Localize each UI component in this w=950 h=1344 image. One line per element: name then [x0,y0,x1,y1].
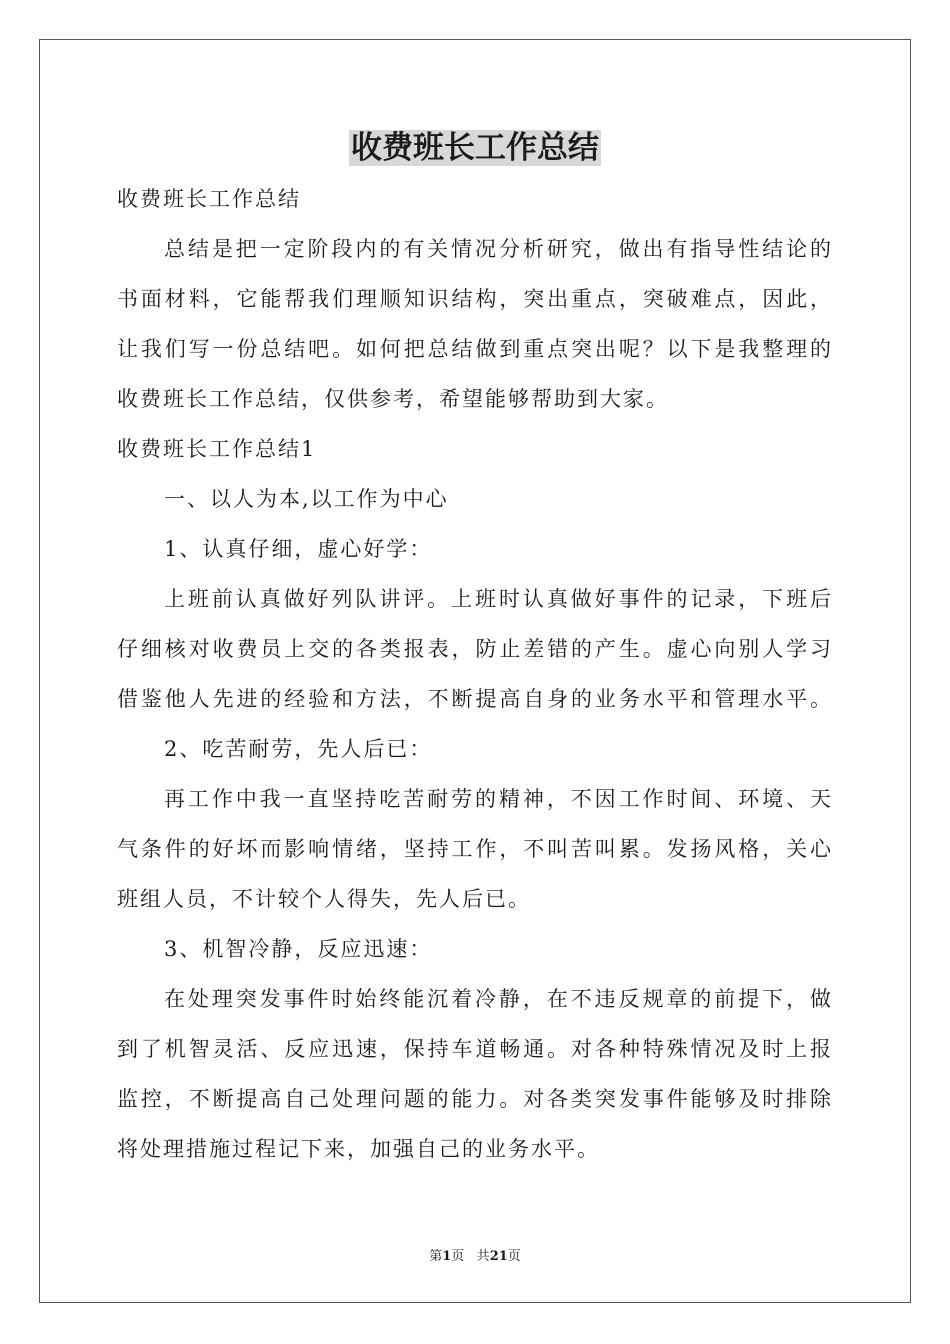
item-2-line-3: 班组人员，不计较个人得失，先人后已。 [117,887,531,911]
item-1-line-3: 借鉴他人先进的经验和方法，不断提高自身的业务水平和管理水平。 [117,687,831,711]
item-3-line-2: 到了机智灵活、反应迅速，保持车道畅通。对各种特殊情况及时上报 [117,1037,831,1061]
item-3-line-3: 监控，不断提高自己处理问题的能力。对各类突发事件能够及时排除 [117,1087,831,1111]
item-1-heading: 1、认真仔细，虚心好学： [164,537,433,561]
item-2-heading: 2、吃苦耐劳，先人后已： [164,737,433,761]
total-pages: 21 [489,1249,508,1264]
intro-line-4: 收费班长工作总结，仅供参考，希望能够帮助到大家。 [117,387,669,411]
item-3-heading: 3、机智冷静，反应迅速： [164,937,433,961]
page-number: 1 [442,1249,452,1264]
item-2-line-1: 再工作中我一直坚持吃苦耐劳的精神，不因工作时间、环境、天 [164,787,831,811]
document-subtitle: 收费班长工作总结 [117,187,301,211]
item-2-line-2: 气条件的好坏而影响情绪，坚持工作，不叫苦叫累。发扬风格，关心 [117,837,831,861]
intro-line-2: 书面材料，它能帮我们理顺知识结构，突出重点，突破难点，因此， [117,287,831,311]
item-3-line-1: 在处理突发事件时始终能沉着冷静，在不违反规章的前提下，做 [164,987,831,1011]
item-1-line-2: 仔细核对收费员上交的各类报表，防止差错的产生。虚心向别人学习 [117,637,831,661]
page-suffix: 页 [451,1249,465,1264]
total-suffix: 页 [507,1249,521,1264]
document-title-text: 收费班长工作总结 [351,130,599,166]
intro-line-3: 让我们写一份总结吧。如何把总结做到重点突出呢？以下是我整理的 [117,337,831,361]
heading-1: 一、以人为本,以工作为中心 [164,487,449,511]
item-3-line-4: 将处理措施过程记下来，加强自己的业务水平。 [117,1137,600,1161]
section-title: 收费班长工作总结1 [117,437,317,461]
page-prefix: 第 [429,1249,443,1264]
item-1-line-1: 上班前认真做好列队讲评。上班时认真做好事件的记录，下班后 [164,587,831,611]
intro-line-1: 总结是把一定阶段内的有关情况分析研究，做出有指导性结论的 [164,237,831,261]
total-prefix: 共 [476,1249,490,1264]
document-title [0,126,950,170]
page-footer [0,1248,950,1266]
